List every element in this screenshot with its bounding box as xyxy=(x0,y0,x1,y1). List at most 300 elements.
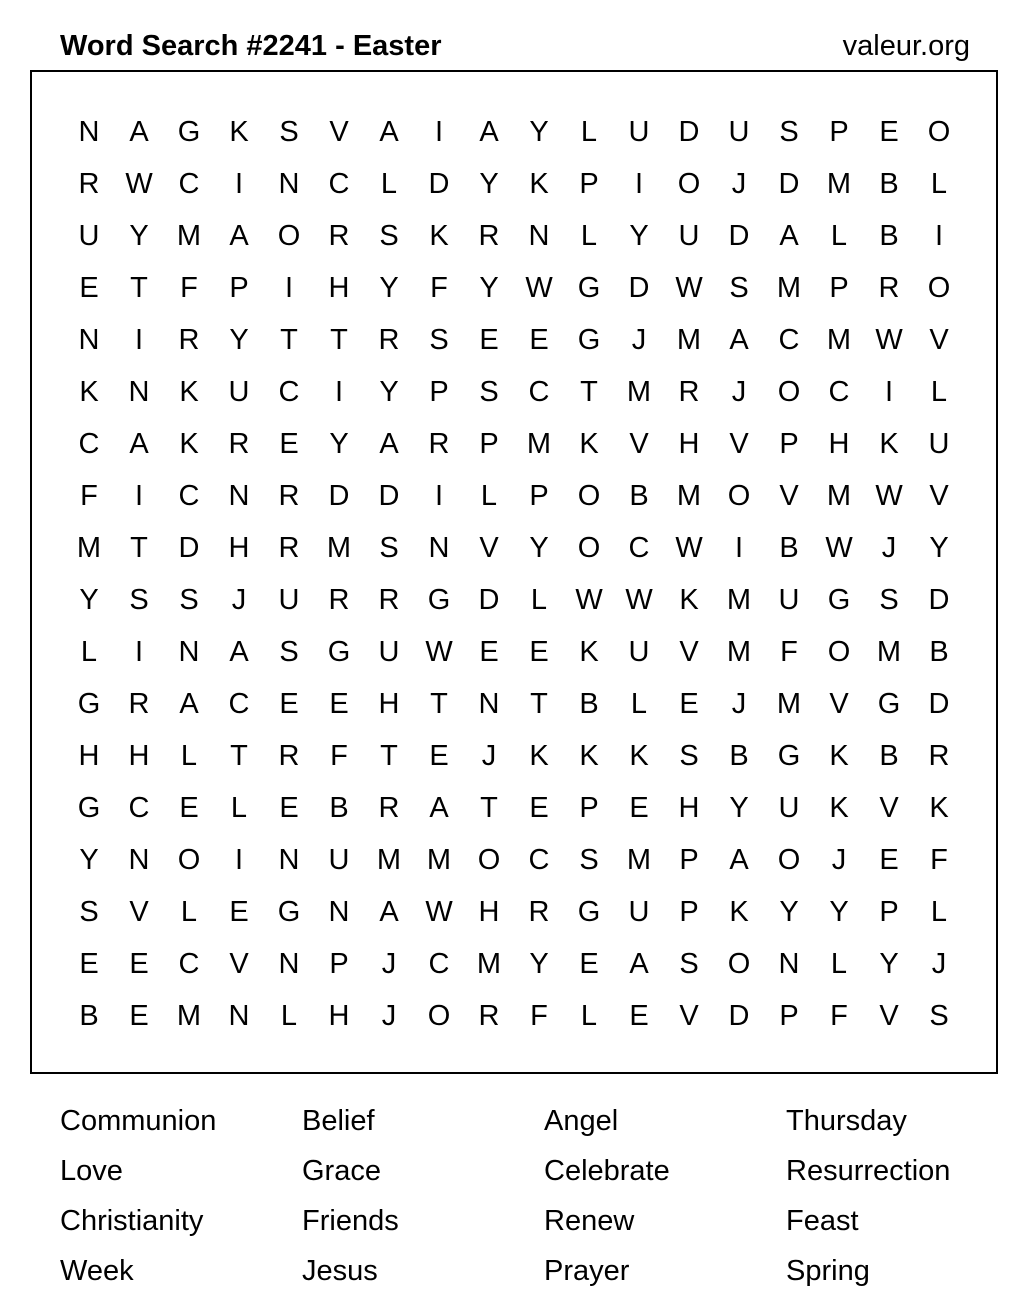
grid-letter[interactable]: C xyxy=(178,168,200,200)
grid-letter[interactable]: D xyxy=(928,688,950,720)
grid-letter[interactable]: D xyxy=(728,220,750,252)
grid-letter[interactable]: A xyxy=(229,636,249,668)
grid-letter[interactable]: R xyxy=(528,896,550,928)
grid-letter[interactable]: K xyxy=(179,428,199,460)
grid-letter[interactable]: G xyxy=(327,636,351,668)
grid-letter[interactable]: L xyxy=(830,220,848,252)
grid-letter[interactable]: H xyxy=(128,740,150,772)
grid-letter[interactable]: R xyxy=(178,324,200,356)
grid-letter[interactable]: U xyxy=(628,636,650,668)
grid-letter[interactable]: D xyxy=(628,272,650,304)
grid-letter[interactable]: L xyxy=(80,636,98,668)
grid-letter[interactable]: Y xyxy=(529,532,549,564)
grid-letter[interactable]: I xyxy=(234,844,244,876)
grid-letter[interactable]: H xyxy=(678,792,700,824)
grid-letter[interactable]: E xyxy=(879,844,899,876)
grid-letter[interactable]: R xyxy=(478,1000,500,1032)
grid-letter[interactable]: O xyxy=(727,948,751,980)
grid-letter[interactable]: S xyxy=(679,948,699,980)
grid-letter[interactable]: E xyxy=(279,792,299,824)
grid-letter[interactable]: P xyxy=(829,116,849,148)
grid-letter[interactable]: R xyxy=(278,532,300,564)
grid-letter[interactable]: R xyxy=(278,480,300,512)
grid-letter[interactable]: I xyxy=(734,532,744,564)
grid-letter[interactable]: W xyxy=(875,324,903,356)
grid-letter[interactable]: V xyxy=(329,116,349,148)
grid-letter[interactable]: F xyxy=(180,272,198,304)
grid-letter[interactable]: O xyxy=(927,116,951,148)
grid-letter[interactable]: S xyxy=(379,220,399,252)
grid-letter[interactable]: V xyxy=(679,636,699,668)
grid-letter[interactable]: R xyxy=(78,168,100,200)
grid-letter[interactable]: A xyxy=(729,844,749,876)
grid-letter[interactable]: A xyxy=(729,324,749,356)
grid-letter[interactable]: D xyxy=(178,532,200,564)
grid-letter[interactable]: T xyxy=(580,376,598,408)
grid-letter[interactable]: T xyxy=(330,324,348,356)
grid-letter[interactable]: H xyxy=(378,688,400,720)
grid-letter[interactable]: F xyxy=(80,480,98,512)
grid-letter[interactable]: J xyxy=(831,844,847,876)
grid-letter[interactable]: D xyxy=(928,584,950,616)
grid-letter[interactable]: Y xyxy=(529,116,549,148)
grid-letter[interactable]: S xyxy=(879,584,899,616)
grid-letter[interactable]: B xyxy=(329,792,349,824)
grid-letter[interactable]: E xyxy=(329,688,349,720)
grid-letter[interactable]: U xyxy=(728,116,750,148)
grid-letter[interactable]: L xyxy=(580,220,598,252)
grid-letter[interactable]: U xyxy=(278,584,300,616)
grid-letter[interactable]: D xyxy=(378,480,400,512)
grid-letter[interactable]: C xyxy=(328,168,350,200)
grid-letter[interactable]: A xyxy=(429,792,449,824)
grid-letter[interactable]: E xyxy=(679,688,699,720)
grid-letter[interactable]: E xyxy=(279,688,299,720)
grid-letter[interactable]: D xyxy=(328,480,350,512)
grid-letter[interactable]: R xyxy=(478,220,500,252)
grid-letter[interactable]: E xyxy=(179,792,199,824)
grid-letter[interactable]: L xyxy=(580,1000,598,1032)
grid-letter[interactable]: N xyxy=(778,948,800,980)
grid-letter[interactable]: C xyxy=(278,376,300,408)
grid-letter[interactable]: H xyxy=(328,1000,350,1032)
grid-letter[interactable]: J xyxy=(881,532,897,564)
grid-letter[interactable]: K xyxy=(879,428,899,460)
grid-letter[interactable]: D xyxy=(478,584,500,616)
grid-letter[interactable]: E xyxy=(879,116,899,148)
grid-letter[interactable]: U xyxy=(228,376,250,408)
grid-letter[interactable]: N xyxy=(528,220,550,252)
grid-letter[interactable]: M xyxy=(826,480,852,512)
grid-letter[interactable]: K xyxy=(179,376,199,408)
grid-letter[interactable]: J xyxy=(631,324,647,356)
grid-letter[interactable]: V xyxy=(829,688,849,720)
grid-letter[interactable]: P xyxy=(229,272,249,304)
grid-letter[interactable]: R xyxy=(128,688,150,720)
grid-letter[interactable]: T xyxy=(280,324,298,356)
grid-letter[interactable]: R xyxy=(278,740,300,772)
grid-letter[interactable]: M xyxy=(626,844,652,876)
grid-letter[interactable]: A xyxy=(779,220,799,252)
grid-letter[interactable]: P xyxy=(579,792,599,824)
grid-letter[interactable]: N xyxy=(78,116,100,148)
grid-letter[interactable]: P xyxy=(679,844,699,876)
grid-letter[interactable]: G xyxy=(177,116,201,148)
grid-letter[interactable]: E xyxy=(479,636,499,668)
grid-letter[interactable]: M xyxy=(726,636,752,668)
grid-letter[interactable]: T xyxy=(130,272,148,304)
grid-letter[interactable]: V xyxy=(629,428,649,460)
grid-letter[interactable]: M xyxy=(776,688,802,720)
grid-letter[interactable]: L xyxy=(180,740,198,772)
grid-letter[interactable]: K xyxy=(679,584,699,616)
grid-letter[interactable]: U xyxy=(628,896,650,928)
grid-letter[interactable]: T xyxy=(380,740,398,772)
grid-letter[interactable]: O xyxy=(777,376,801,408)
grid-letter[interactable]: A xyxy=(379,896,399,928)
grid-letter[interactable]: F xyxy=(330,740,348,772)
grid-letter[interactable]: O xyxy=(427,1000,451,1032)
grid-letter[interactable]: J xyxy=(731,376,747,408)
grid-letter[interactable]: I xyxy=(284,272,294,304)
grid-letter[interactable]: N xyxy=(228,1000,250,1032)
grid-letter[interactable]: A xyxy=(129,116,149,148)
grid-letter[interactable]: I xyxy=(134,324,144,356)
grid-letter[interactable]: S xyxy=(929,1000,949,1032)
grid-letter[interactable]: M xyxy=(76,532,102,564)
grid-letter[interactable]: M xyxy=(776,272,802,304)
grid-letter[interactable]: H xyxy=(228,532,250,564)
grid-letter[interactable]: Y xyxy=(379,376,399,408)
grid-letter[interactable]: B xyxy=(879,740,899,772)
grid-letter[interactable]: K xyxy=(829,740,849,772)
grid-letter[interactable]: K xyxy=(629,740,649,772)
grid-letter[interactable]: K xyxy=(529,740,549,772)
grid-letter[interactable]: U xyxy=(778,792,800,824)
grid-letter[interactable]: G xyxy=(77,688,101,720)
grid-letter[interactable]: L xyxy=(930,168,948,200)
grid-letter[interactable]: Y xyxy=(379,272,399,304)
grid-letter[interactable]: O xyxy=(277,220,301,252)
grid-letter[interactable]: M xyxy=(326,532,352,564)
grid-letter[interactable]: Y xyxy=(129,220,149,252)
grid-letter[interactable]: B xyxy=(729,740,749,772)
grid-letter[interactable]: P xyxy=(329,948,349,980)
grid-letter[interactable]: G xyxy=(577,896,601,928)
grid-letter[interactable]: M xyxy=(726,584,752,616)
grid-letter[interactable]: L xyxy=(930,896,948,928)
grid-letter[interactable]: Y xyxy=(629,220,649,252)
grid-letter[interactable]: A xyxy=(179,688,199,720)
grid-letter[interactable]: L xyxy=(380,168,398,200)
grid-letter[interactable]: L xyxy=(480,480,498,512)
grid-letter[interactable]: Y xyxy=(779,896,799,928)
grid-letter[interactable]: Y xyxy=(329,428,349,460)
grid-letter[interactable]: V xyxy=(729,428,749,460)
grid-letter[interactable]: S xyxy=(279,636,299,668)
grid-letter[interactable]: W xyxy=(425,896,453,928)
grid-letter[interactable]: C xyxy=(428,948,450,980)
grid-letter[interactable]: M xyxy=(476,948,502,980)
grid-letter[interactable]: H xyxy=(828,428,850,460)
grid-letter[interactable]: S xyxy=(429,324,449,356)
grid-letter[interactable]: K xyxy=(429,220,449,252)
grid-letter[interactable]: T xyxy=(480,792,498,824)
grid-letter[interactable]: W xyxy=(675,272,703,304)
grid-letter[interactable]: S xyxy=(779,116,799,148)
grid-letter[interactable]: Y xyxy=(229,324,249,356)
grid-letter[interactable]: M xyxy=(676,324,702,356)
grid-letter[interactable]: E xyxy=(429,740,449,772)
grid-letter[interactable]: D xyxy=(778,168,800,200)
grid-letter[interactable]: I xyxy=(634,168,644,200)
grid-letter[interactable]: R xyxy=(428,428,450,460)
grid-letter[interactable]: N xyxy=(428,532,450,564)
grid-letter[interactable]: M xyxy=(176,220,202,252)
grid-letter[interactable]: F xyxy=(780,636,798,668)
grid-letter[interactable]: J xyxy=(381,948,397,980)
grid-letter[interactable]: O xyxy=(927,272,951,304)
grid-letter[interactable]: K xyxy=(79,376,99,408)
grid-letter[interactable]: A xyxy=(479,116,499,148)
grid-letter[interactable]: M xyxy=(626,376,652,408)
grid-letter[interactable]: R xyxy=(678,376,700,408)
grid-letter[interactable]: M xyxy=(376,844,402,876)
grid-letter[interactable]: S xyxy=(579,844,599,876)
grid-letter[interactable]: I xyxy=(434,480,444,512)
grid-letter[interactable]: S xyxy=(179,584,199,616)
grid-letter[interactable]: N xyxy=(278,844,300,876)
grid-letter[interactable]: L xyxy=(630,688,648,720)
grid-letter[interactable]: P xyxy=(779,428,799,460)
grid-letter[interactable]: J xyxy=(731,688,747,720)
grid-letter[interactable]: L xyxy=(280,1000,298,1032)
grid-letter[interactable]: O xyxy=(827,636,851,668)
grid-letter[interactable]: C xyxy=(228,688,250,720)
grid-letter[interactable]: T xyxy=(230,740,248,772)
grid-letter[interactable]: A xyxy=(129,428,149,460)
grid-letter[interactable]: I xyxy=(884,376,894,408)
grid-letter[interactable]: H xyxy=(478,896,500,928)
grid-letter[interactable]: Y xyxy=(829,896,849,928)
grid-letter[interactable]: G xyxy=(277,896,301,928)
grid-letter[interactable]: I xyxy=(334,376,344,408)
grid-letter[interactable]: C xyxy=(528,376,550,408)
grid-letter[interactable]: N xyxy=(78,324,100,356)
grid-letter[interactable]: J xyxy=(731,168,747,200)
grid-letter[interactable]: R xyxy=(878,272,900,304)
grid-letter[interactable]: U xyxy=(678,220,700,252)
grid-letter[interactable]: Y xyxy=(529,948,549,980)
grid-letter[interactable]: E xyxy=(629,1000,649,1032)
grid-letter[interactable]: H xyxy=(328,272,350,304)
grid-letter[interactable]: F xyxy=(830,1000,848,1032)
grid-letter[interactable]: U xyxy=(378,636,400,668)
grid-letter[interactable]: B xyxy=(79,1000,99,1032)
grid-letter[interactable]: G xyxy=(427,584,451,616)
grid-letter[interactable]: J xyxy=(481,740,497,772)
grid-letter[interactable]: M xyxy=(526,428,552,460)
grid-letter[interactable]: G xyxy=(777,740,801,772)
grid-letter[interactable]: G xyxy=(77,792,101,824)
grid-letter[interactable]: V xyxy=(129,896,149,928)
grid-letter[interactable]: P xyxy=(679,896,699,928)
grid-letter[interactable]: M xyxy=(176,1000,202,1032)
grid-letter[interactable]: B xyxy=(879,168,899,200)
grid-letter[interactable]: L xyxy=(180,896,198,928)
grid-letter[interactable]: N xyxy=(228,480,250,512)
grid-letter[interactable]: I xyxy=(434,116,444,148)
grid-letter[interactable]: R xyxy=(228,428,250,460)
grid-letter[interactable]: A xyxy=(229,220,249,252)
grid-letter[interactable]: N xyxy=(178,636,200,668)
grid-letter[interactable]: Y xyxy=(729,792,749,824)
grid-letter[interactable]: L xyxy=(580,116,598,148)
grid-letter[interactable]: E xyxy=(79,948,99,980)
grid-letter[interactable]: Y xyxy=(479,272,499,304)
grid-letter[interactable]: K xyxy=(929,792,949,824)
grid-letter[interactable]: N xyxy=(328,896,350,928)
grid-letter[interactable]: V xyxy=(679,1000,699,1032)
grid-letter[interactable]: M xyxy=(876,636,902,668)
grid-letter[interactable]: E xyxy=(129,1000,149,1032)
grid-letter[interactable]: D xyxy=(428,168,450,200)
grid-letter[interactable]: G xyxy=(827,584,851,616)
grid-letter[interactable]: P xyxy=(879,896,899,928)
grid-letter[interactable]: E xyxy=(229,896,249,928)
grid-letter[interactable]: K xyxy=(579,636,599,668)
grid-letter[interactable]: W xyxy=(625,584,653,616)
grid-letter[interactable]: K xyxy=(579,428,599,460)
grid-letter[interactable]: L xyxy=(830,948,848,980)
grid-letter[interactable]: O xyxy=(727,480,751,512)
grid-letter[interactable]: P xyxy=(779,1000,799,1032)
grid-letter[interactable]: C xyxy=(128,792,150,824)
grid-letter[interactable]: B xyxy=(579,688,599,720)
grid-letter[interactable]: C xyxy=(78,428,100,460)
grid-letter[interactable]: Y xyxy=(79,844,99,876)
grid-letter[interactable]: R xyxy=(328,220,350,252)
grid-letter[interactable]: Y xyxy=(929,532,949,564)
grid-letter[interactable]: V xyxy=(879,1000,899,1032)
grid-letter[interactable]: V xyxy=(879,792,899,824)
grid-letter[interactable]: L xyxy=(230,792,248,824)
grid-letter[interactable]: W xyxy=(125,168,153,200)
grid-letter[interactable]: J xyxy=(231,584,247,616)
grid-letter[interactable]: V xyxy=(229,948,249,980)
grid-letter[interactable]: H xyxy=(678,428,700,460)
grid-letter[interactable]: N xyxy=(478,688,500,720)
grid-letter[interactable]: M xyxy=(826,324,852,356)
grid-letter[interactable]: T xyxy=(530,688,548,720)
grid-letter[interactable]: U xyxy=(628,116,650,148)
grid-letter[interactable]: S xyxy=(379,532,399,564)
grid-letter[interactable]: K xyxy=(729,896,749,928)
grid-letter[interactable]: Y xyxy=(879,948,899,980)
grid-letter[interactable]: J xyxy=(381,1000,397,1032)
grid-letter[interactable]: G xyxy=(577,324,601,356)
grid-letter[interactable]: R xyxy=(328,584,350,616)
grid-letter[interactable]: T xyxy=(430,688,448,720)
grid-letter[interactable]: O xyxy=(677,168,701,200)
grid-letter[interactable]: Y xyxy=(479,168,499,200)
grid-letter[interactable]: A xyxy=(379,116,399,148)
grid-letter[interactable]: K xyxy=(529,168,549,200)
grid-letter[interactable]: O xyxy=(177,844,201,876)
grid-letter[interactable]: F xyxy=(930,844,948,876)
grid-letter[interactable]: B xyxy=(929,636,949,668)
grid-letter[interactable]: L xyxy=(930,376,948,408)
grid-letter[interactable]: G xyxy=(577,272,601,304)
grid-letter[interactable]: M xyxy=(676,480,702,512)
grid-letter[interactable]: O xyxy=(577,532,601,564)
grid-letter[interactable]: C xyxy=(778,324,800,356)
grid-letter[interactable]: W xyxy=(875,480,903,512)
grid-letter[interactable]: E xyxy=(479,324,499,356)
grid-letter[interactable]: C xyxy=(178,948,200,980)
grid-letter[interactable]: E xyxy=(529,324,549,356)
grid-letter[interactable]: S xyxy=(729,272,749,304)
grid-letter[interactable]: O xyxy=(577,480,601,512)
grid-letter[interactable]: I xyxy=(234,168,244,200)
grid-letter[interactable]: J xyxy=(931,948,947,980)
grid-letter[interactable]: P xyxy=(829,272,849,304)
grid-letter[interactable]: I xyxy=(934,220,944,252)
grid-letter[interactable]: S xyxy=(279,116,299,148)
grid-letter[interactable]: D xyxy=(728,1000,750,1032)
grid-letter[interactable]: U xyxy=(328,844,350,876)
grid-letter[interactable]: K xyxy=(229,116,249,148)
grid-letter[interactable]: W xyxy=(825,532,853,564)
grid-letter[interactable]: Y xyxy=(79,584,99,616)
grid-letter[interactable]: A xyxy=(629,948,649,980)
grid-letter[interactable]: L xyxy=(530,584,548,616)
grid-letter[interactable]: V xyxy=(929,480,949,512)
grid-letter[interactable]: C xyxy=(828,376,850,408)
grid-letter[interactable]: W xyxy=(575,584,603,616)
grid-letter[interactable]: W xyxy=(425,636,453,668)
grid-letter[interactable]: C xyxy=(178,480,200,512)
grid-letter[interactable]: I xyxy=(134,636,144,668)
grid-letter[interactable]: M xyxy=(426,844,452,876)
grid-letter[interactable]: A xyxy=(379,428,399,460)
grid-letter[interactable]: I xyxy=(134,480,144,512)
grid-letter[interactable]: V xyxy=(779,480,799,512)
grid-letter[interactable]: D xyxy=(678,116,700,148)
grid-letter[interactable]: C xyxy=(528,844,550,876)
grid-letter[interactable]: V xyxy=(479,532,499,564)
grid-letter[interactable]: N xyxy=(278,168,300,200)
grid-letter[interactable]: G xyxy=(877,688,901,720)
grid-letter[interactable]: E xyxy=(529,636,549,668)
grid-letter[interactable]: E xyxy=(529,792,549,824)
grid-letter[interactable]: C xyxy=(628,532,650,564)
grid-letter[interactable]: W xyxy=(675,532,703,564)
grid-letter[interactable]: R xyxy=(378,324,400,356)
grid-letter[interactable]: F xyxy=(430,272,448,304)
grid-letter[interactable]: N xyxy=(128,844,150,876)
grid-letter[interactable]: M xyxy=(826,168,852,200)
grid-letter[interactable]: E xyxy=(79,272,99,304)
grid-letter[interactable]: S xyxy=(79,896,99,928)
grid-letter[interactable]: U xyxy=(78,220,100,252)
grid-letter[interactable]: P xyxy=(429,376,449,408)
grid-letter[interactable]: W xyxy=(525,272,553,304)
grid-letter[interactable]: R xyxy=(378,792,400,824)
grid-letter[interactable]: O xyxy=(777,844,801,876)
grid-letter[interactable]: N xyxy=(128,376,150,408)
grid-letter[interactable]: N xyxy=(278,948,300,980)
